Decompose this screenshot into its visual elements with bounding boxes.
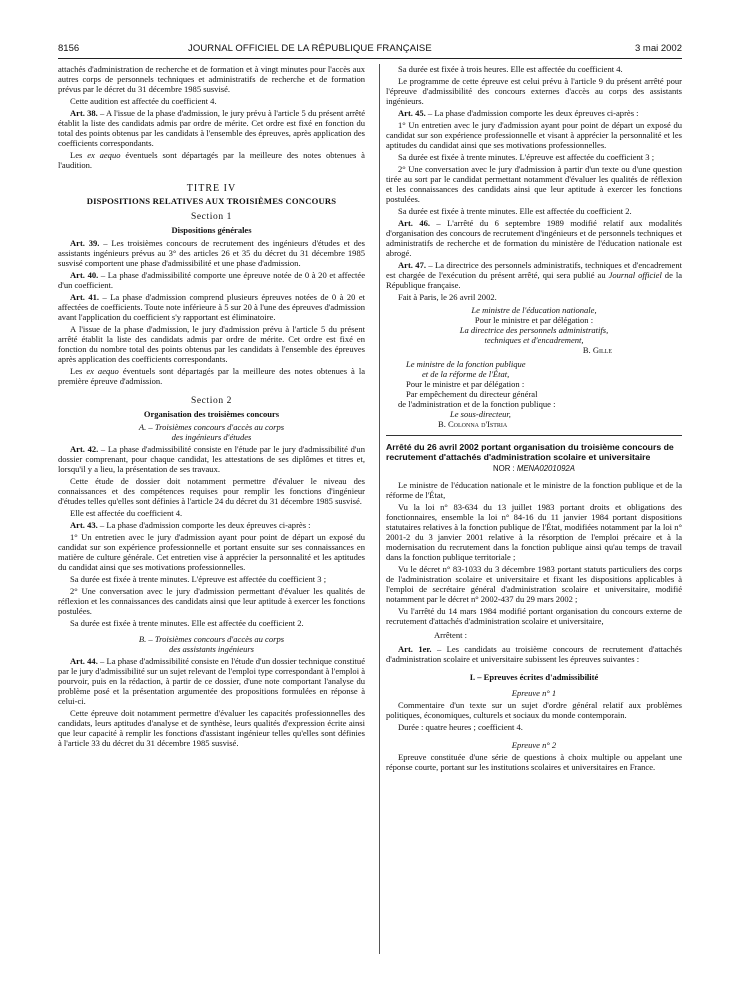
page-number: 8156	[58, 43, 80, 54]
paragraph: A l'issue de la phase d'admission, le jury d'admission prévu à l'article 5 du présent arrêté établit la liste des candidats admis par ordre de mérite. Cet ordre est fixé en fonction du nombre total des points obtenus par les candidats à l'ensemble des épreuves après application des coefficients correspondants.	[58, 324, 365, 364]
issue-date: 3 mai 2002	[634, 43, 682, 54]
subsection-b-heading: B. – Troisièmes concours d'accès au corps des assistants ingénieurs	[138, 634, 285, 654]
page-header	[58, 43, 682, 57]
paragraph: Les ex aequo éventuels sont départagés par la meilleure des notes obtenues à l'audition.	[58, 150, 365, 170]
paragraph: Cette épreuve doit notamment permettre d'évaluer les capacités professionnelles des candidats, leurs aptitudes d'analyse et de synthèse, leurs qualités d'expression écrite ainsi que leur capacité à remplir les fonctions d'assistant ingénieur telles qu'elles sont définies à l'article 33 du décret du 31 décembre 1985 susvisé.	[58, 708, 365, 748]
article-1: Art. 1er. – Les candidats au troisième concours de recrutement d'attachés d'administration scolaire et universitaire subissent les épreuves suivantes :	[386, 644, 682, 664]
paragraph: Epreuve constituée d'une série de questions à choix multiple ou appelant une réponse courte, portant sur les institutions scolaires et universitaires en France.	[386, 752, 682, 772]
paragraph: 1° Un entretien avec le jury d'admission ayant pour point de départ un exposé du candidat sur son expérience professionnelle et portant ensuite sur ses connaissances en matière de culture générale. Cet entretien vise à apprécier la personnalité et les aptitudes du candidat ainsi que ses motivations professionnelles.	[58, 532, 365, 572]
title-iv-heading: DISPOSITIONS RELATIVES AUX TROISIÈMES CONCOURS	[86, 196, 337, 206]
column-divider	[379, 64, 380, 954]
section-separator	[386, 435, 682, 436]
arretent: Arrêtent :	[434, 630, 467, 640]
right-column	[386, 64, 682, 774]
epreuve-1-heading: Epreuve n° 1	[511, 688, 557, 698]
paragraph: Durée : quatre heures ; coefficient 4.	[398, 722, 523, 732]
paragraph: Commentaire d'un texte sur un sujet d'ordre général relatif aux problèmes politiques, économiques, culturels et sociaux du monde contemporain.	[386, 700, 682, 720]
article-44: Art. 44. – La phase d'admissibilité consiste en l'étude d'un dossier technique constitué par le jury d'admissibilité sur un sujet relevant de l'emploi type correspondant à l'emploi à pourvoir, puis en la rédaction, à partir de ce dossier, d'une note comportant l'analyse du problème posé et la présentation argumentée des propositions formulées en réponse à celui-ci.	[58, 656, 366, 706]
paragraph: 1° Un entretien avec le jury d'admission ayant pour point de départ un exposé du candidat sur son expérience professionnelle et visant à apprécier la personnalité et les aptitudes du candidat ainsi que ses motivations professionnelles.	[386, 120, 682, 150]
signature-date: Fait à Paris, le 26 avril 2002.	[398, 292, 497, 302]
paragraph: 2° Une conversation avec le jury d'admission à partir d'un texte ou d'une question tirée au sort par le candidat permettant notamment d'évaluer les qualités de réflexion et les connaissances des candidats ainsi que leur aptitude à exercer les fonctions postulées.	[386, 164, 682, 204]
paragraph: Le ministre de l'éducation nationale et le ministre de la fonction publique et de la réforme de l'État,	[386, 480, 682, 500]
signatory-name: B. Gille	[582, 345, 612, 355]
article-38: Art. 38. – A l'issue de la phase d'admission, le jury prévu à l'article 5 du présent arrêté établit la liste des candidats admis par ordre de mérite. Cet ordre est fixé en fonction du total des points obtenus par les candidats à l'ensemble des épreuves, après application des coefficients correspondants.	[58, 108, 365, 148]
article-46: Art. 46. – L'arrêté du 6 septembre 1989 modifié relatif aux modalités d'organisation des concours de recrutement d'ingénieurs et de personnels techniques et administratifs de recherche et de formation du ministère de l'éducation nationale est abrogé.	[386, 218, 682, 258]
section-2-subheading: Organisation des troisièmes concours	[143, 409, 280, 419]
paragraph: Sa durée est fixée à trente minutes. Elle est affectée du coefficient 2.	[398, 206, 632, 216]
paragraph: Vu l'arrêté du 14 mars 1984 modifié portant organisation du concours externe de recrutement d'attachés d'administration scolaire et universitaire,	[386, 606, 682, 626]
epreuve-2-heading: Epreuve n° 2	[511, 740, 557, 750]
paragraph: attachés d'administration de recherche et de formation et à vingt minutes pour l'accès aux autres corps de personnels techniques et administratifs de recherche et de formation prévus par le décret du 31 décembre 1985 susvisé.	[58, 64, 365, 94]
header-rule	[58, 58, 682, 59]
journal-title: JOURNAL OFFICIEL DE LA RÉPUBLIQUE FRANÇAISE	[188, 43, 432, 54]
paragraph: Vu le décret n° 83-1033 du 3 décembre 1983 portant statuts particuliers des corps de l'administration scolaire et universitaire et fixant les dispositions applicables à l'emploi de secrétaire général d'administration scolaire et universitaire, modifié notamment par le décret n° 2002-437 du 29 mars 2002 ;	[386, 564, 682, 604]
article-39: Art. 39. – Les troisièmes concours de recrutement des ingénieurs d'études et des assistants ingénieurs prévus au 3° des articles 26 et 35 du décret du 31 décembre 1985 susvisé comportent une phase d'admissibilité et une phase d'admission.	[58, 238, 365, 268]
left-column	[58, 64, 365, 750]
paragraph: Elle est affectée du coefficient 4.	[70, 508, 183, 518]
paragraph: Sa durée est fixée à trente minutes. L'épreuve est affectée du coefficient 3 ;	[398, 152, 655, 162]
paragraph: Cette étude de dossier doit notamment permettre d'évaluer le niveau des connaissances et des compétences requises pour remplir les fonctions d'ingénieur d'études telles qu'elles sont définies à l'article 24 du décret du 31 décembre 1985 susvisé.	[58, 476, 365, 506]
paragraph: Les ex aequo éventuels sont départagés par la meilleure des notes obtenues à la première épreuve d'admission.	[58, 366, 365, 386]
signature-block-education: Le ministre de l'éducation nationale, Pour le ministre et par délégation : La directrice des personnels administratifs, techniques et d'encadrement, B. Gille	[386, 305, 682, 355]
article-41: Art. 41. – La phase d'admission comprend plusieurs épreuves notées de 0 à 20 et affectées de coefficients. Toute note inférieure à 5 sur 20 à l'une des épreuves d'admission avant l'application du coefficient s'y rapportant est éliminatoire.	[58, 292, 365, 322]
signature-block-fonction-publique: Le ministre de la fonction publique et de la réforme de l'État, Pour le ministre et par délégation : Par empêchement du directeur général de l'administration et de la fonction publique : Le sous-directeur, B. Colonna d'Istria	[386, 359, 682, 429]
nor-reference: NOR : MENA0201092A	[493, 464, 575, 473]
arrete-title: Arrêté du 26 avril 2002 portant organisation du troisième concours de recrutement d'attachés d'administration scolaire et universitaire	[386, 442, 674, 462]
paragraph: 2° Une conversation avec le jury d'admission permettant d'évaluer les qualités de réflexion et les connaissances des candidats ainsi que leur aptitude à exercer les fonctions postulées.	[58, 586, 365, 616]
paragraph: Cette audition est affectée du coefficient 4.	[70, 96, 217, 106]
article-40: Art. 40. – La phase d'admissibilité comporte une épreuve notée de 0 à 20 et affectée d'un coefficient.	[58, 270, 365, 290]
article-47: Art. 47. – La directrice des personnels administratifs, techniques et d'encadrement est chargée de l'exécution du présent arrêté, qui sera publié au Journal officiel de la République française.	[386, 260, 682, 290]
section-1-heading: Section 1	[190, 212, 233, 222]
subsection-a-heading: A. – Troisièmes concours d'accès au corps des ingénieurs d'études	[138, 422, 285, 442]
article-45: Art. 45. – La phase d'admission comporte les deux épreuves ci-après :	[398, 108, 639, 118]
paragraph: Sa durée est fixée à trente minutes. L'épreuve est affectée du coefficient 3 ;	[70, 574, 327, 584]
paragraph: Sa durée est fixée à trois heures. Elle est affectée du coefficient 4.	[398, 64, 623, 74]
paragraph: Le programme de cette épreuve est celui prévu à l'article 9 du présent arrêté pour l'épreuve d'admissibilité des concours externes d'accès au corps des assistants ingénieurs.	[386, 76, 682, 106]
paragraph: Vu la loi n° 83-634 du 13 juillet 1983 portant droits et obligations des fonctionnaires, ensemble la loi n° 84-16 du 11 janvier 1984 portant dispositions statutaires relatives à la fonction publique de l'État, modifiées notamment par la loi n° 2001-2 du 3 janvier 2001 relative à la résorption de l'emploi précaire et à la modernisation du recrutement dans la fonction publique ainsi qu'au temps de travail dans la fonction publique territoriale ;	[386, 502, 682, 562]
article-42: Art. 42. – La phase d'admissibilité consiste en l'étude par le jury d'admissibilité d'un dossier comprenant, pour chaque candidat, les attestations de ses diplômes et titres et, lorsqu'il y a lieu, la présentation de ses travaux.	[58, 444, 365, 474]
section-2-heading: Section 2	[190, 396, 233, 406]
section-1-subheading: Dispositions générales	[171, 225, 252, 235]
paragraph: Sa durée est fixée à trente minutes. Elle est affectée du coefficient 2.	[70, 618, 304, 628]
signatory-name: B. Colonna d'Istria	[438, 419, 508, 429]
section-i-heading: I. – Epreuves écrites d'admissibilité	[469, 672, 599, 682]
article-43: Art. 43. – La phase d'admission comporte les deux épreuves ci-après :	[70, 520, 311, 530]
title-iv: TITRE IV	[186, 183, 237, 194]
article-label: Art. 38.	[70, 108, 98, 118]
